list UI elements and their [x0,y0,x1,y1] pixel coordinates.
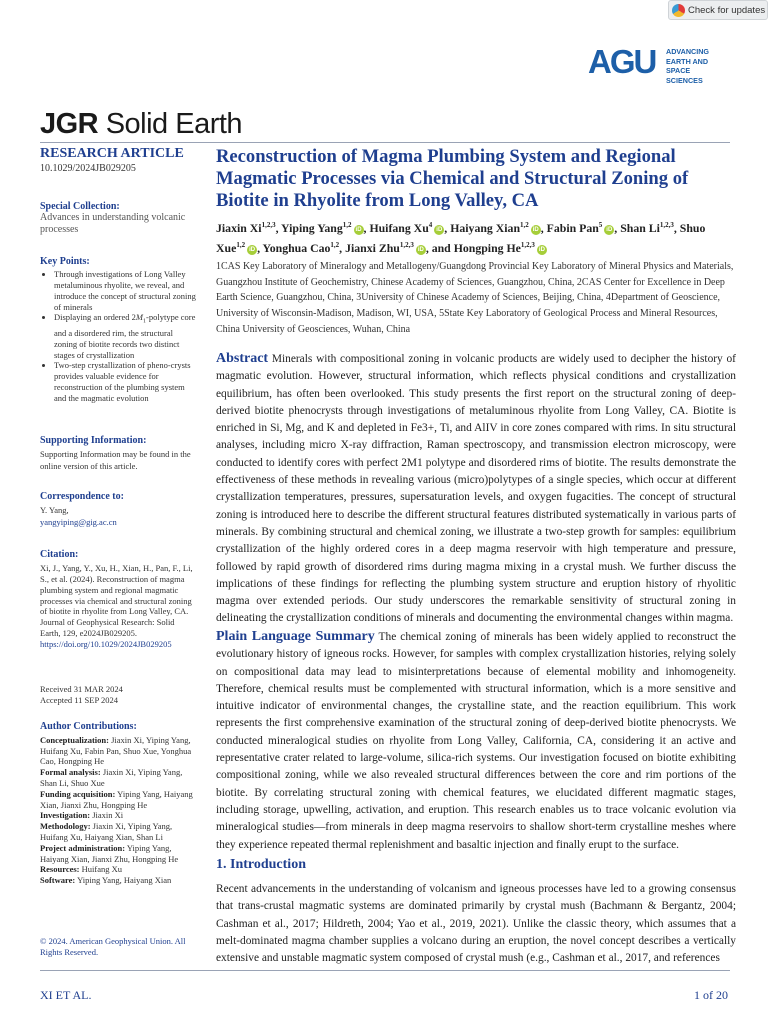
agu-logo [588,43,728,85]
agu-line2: EARTH AND [666,56,709,66]
orcid-icon[interactable]: iD [355,226,362,233]
key-points-heading: Key Points: [40,256,90,267]
orcid-icon[interactable]: iD [538,246,545,253]
pls-heading: Plain Language Summary [216,629,375,644]
intro-text: Recent advancements in the understanding of volcanism and igneous processes have led to a growing consensus that trans-crustal magmatic systems are dominated primarily by crystal mush (Bachmann & Bergantz, 2004; Cashman et al., 2017; Hildreth, 2004; Yao et al., 2019, 2021). Unlike the classic theory, which assumes that a melt-dominated magma chamber supplies a volcano during an eruption, the novel concept describes a vertically extensive and unstable magmatic system composed of crystal mush (e.g., Cashman et al., 2017, and references [216,883,736,965]
header-divider [40,142,730,143]
key-points-list [40,269,196,403]
contributions-heading: Author Contributions: [40,721,137,732]
agu-logo-mark: AGU [588,43,656,80]
affiliations: 1CAS Key Laboratory of Mineralogy and Metallogeny/Guangdong Provincial Key Laboratory of Mineral Physics and Materials, Guangzhou Institute of Geochemistry, Chinese Academy of Sciences, Guangzhou, China, 2CAS Center for Excellence in Deep Earth Science, Guangzhou, China, 3University of Chinese Academy of Sciences, Beijing, China, 4Department of Geoscience, University of Wisconsin-Madison, Madison, WI, USA, 5State Key Laboratory of Geological Process and Mineral Resources, China University of Geosciences, Wuhan, China [216,261,734,335]
copyright: © 2024. American Geophysical Union. All Rights Reserved. [40,936,186,958]
author[interactable]: Shuo Xue$^{1,2}$ [216,220,706,255]
page-number: 1 of 20 [694,988,728,1002]
supporting-text: Supporting Information may be found in the online version of this article. [40,449,191,471]
author[interactable]: Jianxi Zhu$^{1,2,3}$ [345,240,414,255]
contribution-item: Project administration: Yiping Yang, Haiyang Xian, Jianxi Zhu, Hongping He [40,842,179,864]
key-point: • Displaying an ordered $2M_1$-polytype core and a disordered rim, the structural zoning of biotite records two distinct stages of crystallization [54,312,196,360]
author[interactable]: Jiaxin Xi$^{1,2,3}$ [216,220,276,235]
abstract [216,350,736,628]
author[interactable]: Yiping Yang$^{1,2}$ [281,220,352,235]
correspondence-name: Y. Yang, [40,505,69,516]
abstract-heading: Abstract [216,351,269,366]
citation-link[interactable]: https://doi.org/10.1029/2024JB029205 [40,638,172,649]
orcid-icon[interactable]: iD [436,226,443,233]
crossmark-icon [672,4,685,17]
orcid-icon[interactable]: iD [606,226,613,233]
agu-line1: ADVANCING [666,47,709,56]
accepted-date: Accepted 11 SEP 2024 [40,695,118,706]
correspondence-email[interactable]: yangyiping@gig.ac.cn [40,516,117,527]
intro-heading: 1. Introduction [216,857,306,872]
orcid-icon[interactable]: iD [532,226,539,233]
author[interactable]: Fabin Pan$^5$ [546,220,603,235]
article-title: Reconstruction of Magma Plumbing System and Regional Magmatic Processes via Chemical and Structural Zoning of Biotite in Rhyolite from Long Valley, CA [216,146,689,211]
author[interactable]: Yonghua Cao$^{1,2}$ [262,240,340,255]
article-type: RESEARCH ARTICLE [40,146,184,161]
agu-line3: SPACE SCIENCES [666,66,703,85]
contribution-item: Resources: Huifang Xu [40,864,122,875]
footer-authors: XI ET AL. [40,988,92,1002]
contribution-item: Methodology: Jiaxin Xi, Yiping Yang, Huifang Xu, Haiyang Xian, Shan Li [40,821,173,842]
author[interactable]: Huifang Xu$^4$ [369,220,433,235]
citation-text: Xi, J., Yang, Y., Xu, H., Xian, H., Pan, F., Li, S., et al. (2024). Reconstruction of magma plumbing system and regional magmatic processes via chemical and structural zoning of biotite in rhyolite from Long Valley, CA. Journal of Geophysical Research: Solid Earth, 129, e2024JB029205. https://doi.org/10.1029/2024JB029205 [40,563,193,649]
citation-heading: Citation: [40,549,79,560]
contribution-item: Investigation: Jiaxin Xi [40,810,124,821]
contribution-item: Conceptualization: Jiaxin Xi, Yiping Yang, Huifang Xu, Fabin Pan, Shuo Xue, Yonghua Cao, Hongping He [40,734,192,767]
author[interactable]: Hongping He$^{1,2,3}$ [453,240,535,255]
received-date: Received 31 MAR 2024 [40,684,123,694]
key-point: • Two-step crystallization of pheno-crysts provides valuable evidence for reconstruction of the plumbing system and the magmatic evolution [54,360,196,403]
sidebar [40,146,196,958]
journal-title: JGR Solid Earth [40,108,243,140]
key-point: • Through investigations of Long Valley metaluminous rhyolite, we reveal, and introduce the concept of structural zoning of minerals [54,269,196,312]
doi: 10.1029/2024JB029205 [40,163,136,175]
plain-language-summary [216,628,736,854]
orcid-icon[interactable]: iD [417,246,424,253]
pls-text: The chemical zoning of minerals has been widely applied to reconstruct the evolutionary history of igneous rocks. However, for samples with complex crystallization histories, relying solely on compositional data may lead to misinterpretations because of elemental mobility and inhomogeneity. Therefore, chemical results must be complemented with structural information, which is a more sensitive and intuitive indicator of environmental changes, the crystalline state, and the reaction equilibrium. This work represents the first comprehensive examination of the structural zoning of deep-derived biotite phenocrysts. We conducted mineralogical studies on rhyolite from Long Valley, California, CA, considering it an active and representative crater related to large-volume, silica-rich systems. Our investigation focused on biotite exhibiting compositional zoning, while we also revealed structural differences between the core and rim portions of the biotite. By correlating structural zoning with chemical features, we elucidated different magmatic stages, including storage, upwelling, activation, and eruption. This research enables us to trace volcanic evolution via mineralogical studies—from minerals in deep magma reservoirs to shallow short-term crystalline meshes where they experience repeated thermal replenishment and basaltic injection and finally erupt to the surface. [216,631,736,851]
abstract-text: Minerals with compositional zoning in volcanic products are widely used to decipher the history of magmatic evolution. However, structural information, which reflects physical conditions and crystallization equilibrium, has often been overlooked. This study presents the first report on the structural zoning of deep-derived biotite phenocrysts through investigations of metaluminous rhyolite from Long Valley, CA. Biotite is enriched in Si, Mg, and K and depleted in Fe3+, Ti, and AlIV in core zones compared with rims. In situ structural analyses, including micro X-ray diffraction, Raman spectroscopy, and transmission electron microscopy, were conducted to identify cores with perfect 2M1 polytype and disordered rims of biotite. The results demonstrate the effectiveness of these methods in revealing various (micro)polytypes of a single species, which occur at different crystallization temperatures, pressures, supersaturation levels, and oxygen fugacities. The concept of structural zoning is introduced here to describe the different structural features distributed systematically in various parts of minerals. By combining structural and chemical zoning, we illustrate a two-step growth for samples: equilibrium crystallization of the highly ordered cores in a deep magma reservoir with high temperature and pressure, followed by rapid growth of disordered rims during magma mixing in a crystal mush. We further discuss the implications of these findings for reflecting the plumbing system structure and eruption history of rhyolitic magma over extended periods. Our study underscores the remarkable sensitivity of structural zoning in delineating the crystallization conditions of minerals and documenting the environmental changes within magma. [216,353,736,625]
author-list: Jiaxin Xi$^{1,2,3}$, Yiping Yang$^{1,2}$iD , Huifang Xu$^4$iD , Haiyang Xian$^{1,2}$iD , Fabin Pan$^5$iD , Shan Li$^{1,2,3}$, Shuo Xue$^{1,2}$iD , Yonghua Cao$^{1,2}$, Jianxi Zhu$^{1,2,3}$iD , and Hongping He$^{1,2,3}$iD [216,220,706,255]
correspondence-heading: Correspondence to: [40,491,124,502]
contribution-item: Software: Yiping Yang, Haiyang Xian [40,875,172,886]
contribution-item: Funding acquisition: Yiping Yang, Haiyang Xian, Jianxi Zhu, Hongping He [40,788,193,810]
footer-divider [40,970,730,971]
special-collection-heading: Special Collection: [40,201,120,212]
supporting-heading: Supporting Information: [40,435,147,446]
contributions-list [40,735,196,886]
check-for-updates-button[interactable] [668,0,768,20]
orcid-icon[interactable]: iD [249,246,256,253]
author[interactable]: Shan Li$^{1,2,3}$ [620,220,674,235]
contribution-item: Formal analysis: Jiaxin Xi, Yiping Yang, Shan Li, Shuo Xue [40,767,183,788]
special-collection[interactable]: Advances in understanding volcanic processes [40,212,186,236]
author[interactable]: Haiyang Xian$^{1,2}$ [450,220,529,235]
check-for-updates-label: Check for updates [688,4,766,16]
